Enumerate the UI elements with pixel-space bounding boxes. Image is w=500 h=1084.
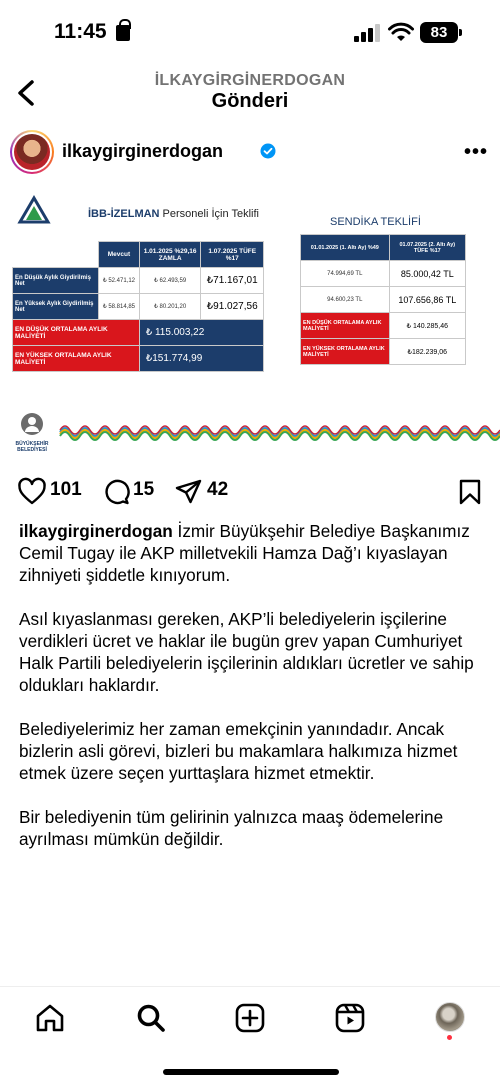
post-action-bar <box>0 476 500 510</box>
left-cell: ₺ 52.471,12 <box>99 268 140 294</box>
caption-author[interactable]: ilkaygirginerdogan <box>19 521 173 541</box>
left-cell: ₺ 80.201,20 <box>139 294 201 320</box>
notification-dot <box>447 1035 452 1040</box>
cellular-signal-icon <box>354 24 380 42</box>
left-total-value: ₺151.774,99 <box>139 346 263 372</box>
right-total-value: ₺182.239,06 <box>389 339 465 365</box>
left-col-header: Mevcut <box>99 242 140 268</box>
profile-avatar[interactable] <box>435 1002 465 1032</box>
municipality-logo-text: BÜYÜKŞEHİR BELEDİYESİ <box>15 441 49 453</box>
decorative-wave-pattern <box>60 422 500 442</box>
header-username: İLKAYGİRGİNERDOGAN <box>154 72 346 89</box>
left-table-title: İBB-İZELMAN Personeli İçin Teklifi <box>88 208 259 220</box>
caption-paragraph: ilkaygirginerdogan İzmir Büyükşehir Belediye Başkanımız Cemil Tugay ile AKP milletvekili Hamza Dağ’ı kıyaslayan zihniyeti şiddetle kınıyorum. <box>19 521 470 585</box>
left-col-header: 1.01.2025 %29,16 ZAMLA <box>139 242 201 268</box>
izelman-logo-icon <box>18 196 50 226</box>
share-send-icon[interactable] <box>175 479 202 505</box>
right-total-value: ₺ 140.285,46 <box>389 313 465 339</box>
more-options-icon[interactable]: ••• <box>464 141 489 163</box>
home-indicator <box>163 1069 339 1075</box>
caption-paragraph: Belediyelerimiz her zaman emekçinin yanındadır. Ancak bizlerin asli görevi, bizleri bu makamlara halkımıza hizmet etmek üzere seçen yurttaşlara hizmet etmektir. <box>19 719 458 783</box>
status-bar <box>0 0 500 62</box>
like-heart-icon[interactable] <box>18 479 46 505</box>
right-col-header: 01.01.2025 (1. Altı Ay) %49 <box>301 235 390 261</box>
create-post-icon[interactable] <box>235 1003 265 1033</box>
battery-indicator: 83 <box>420 22 458 43</box>
right-cell: 107.656,86 TL <box>389 287 465 313</box>
author-avatar[interactable] <box>10 130 54 174</box>
right-col-header: 01.07.2025 (2. Altı Ay) TÜFE %17 <box>389 235 465 261</box>
left-cell: ₺91.027,56 <box>201 294 264 320</box>
right-table-title: SENDİKA TEKLİFİ <box>330 216 421 228</box>
post-image[interactable] <box>0 184 500 453</box>
author-username[interactable]: ilkaygirginerdogan <box>62 141 224 161</box>
post-caption <box>19 520 485 872</box>
search-icon[interactable] <box>136 1003 166 1033</box>
left-cell: ₺ 58.814,85 <box>99 294 140 320</box>
left-cell: ₺ 62.493,59 <box>139 268 201 294</box>
left-total-label: EN YÜKSEK ORTALAMA AYLIK MALİYETİ <box>13 346 140 372</box>
right-total-label: EN DÜŞÜK ORTALAMA AYLIK MALİYETİ <box>301 313 390 339</box>
municipality-logo-icon <box>12 410 52 453</box>
left-row-label: En Yüksek Aylık Giydirilmiş Net <box>13 294 99 320</box>
like-count[interactable]: 101 <box>50 479 82 500</box>
right-offer-table <box>300 234 466 365</box>
right-cell: 85.000,42 TL <box>389 261 465 287</box>
left-cell: ₺71.167,01 <box>201 268 264 294</box>
left-total-value: ₺ 115.003,22 <box>139 320 263 346</box>
comment-bubble-icon[interactable] <box>103 479 129 505</box>
left-total-label: EN DÜŞÜK ORTALAMA AYLIK MALİYETİ <box>13 320 140 346</box>
page-title: Gönderi <box>211 90 289 112</box>
orientation-lock-icon <box>116 25 130 41</box>
right-total-label: EN YÜKSEK ORTALAMA AYLIK MALİYETİ <box>301 339 390 365</box>
comment-count[interactable]: 15 <box>133 479 155 500</box>
right-cell: 94.600,23 TL <box>301 287 390 313</box>
left-row-label: En Düşük Aylık Giydirilmiş Net <box>13 268 99 294</box>
save-bookmark-icon[interactable] <box>459 479 481 505</box>
wifi-icon <box>388 22 414 42</box>
caption-paragraph: Bir belediyenin tüm gelirinin yalnızca maaş ödemelerine ayrılması mümkün değildir. <box>19 807 444 849</box>
caption-paragraph: Asıl kıyaslanması gereken, AKP’li belediyelerin işçilerine verdikleri ücret ve haklar ile bugün grev yapan Cumhuriyet Halk Partili belediyelerin işçilerinin aldıkları ücretler ve sahip oldukları haklardır. <box>19 609 474 695</box>
right-cell: 74.994,69 TL <box>301 261 390 287</box>
status-time: 11:45 <box>54 20 107 43</box>
left-col-header: 1.07.2025 TÜFE %17 <box>201 242 264 268</box>
reels-icon[interactable] <box>335 1003 365 1033</box>
share-count[interactable]: 42 <box>207 479 229 500</box>
verified-badge-icon <box>260 143 276 159</box>
left-offer-table <box>12 241 264 372</box>
home-icon[interactable] <box>35 1004 65 1032</box>
